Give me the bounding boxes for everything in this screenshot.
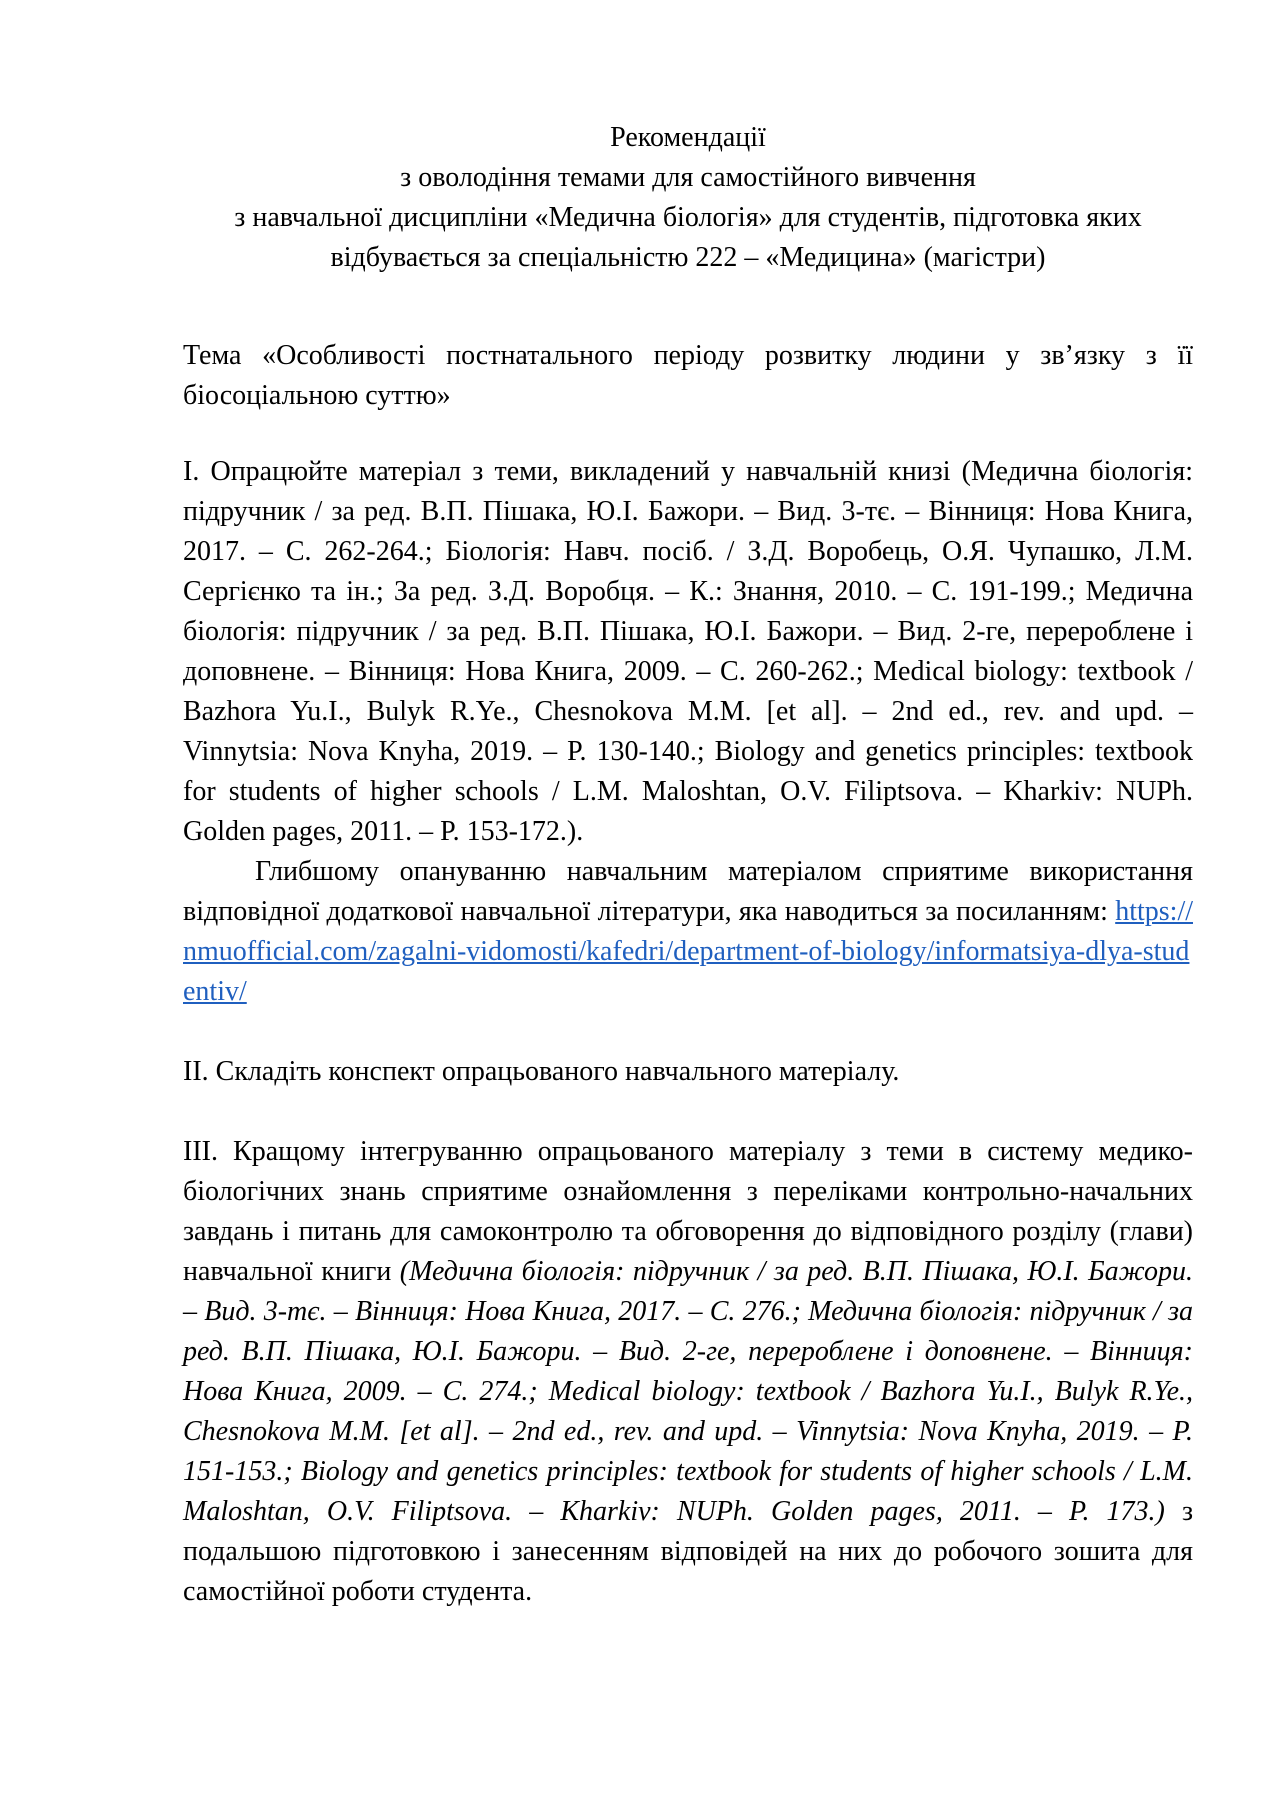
section-3-paragraph bbox=[183, 1132, 1193, 1612]
department-link[interactable]: https://nmuofficial.com/zagalni-vidomosti/kafedri/department-of-biology/informatsiya-dlya-studentiv/ bbox=[183, 896, 1193, 1007]
title-line-2: з оволодіння темами для самостійного вивчення bbox=[400, 162, 976, 193]
title-line-3: з навчальної дисципліни «Медична біологія» для студентів, підготовка яких bbox=[234, 202, 1142, 233]
topic-paragraph: Тема «Особливості постнатального періоду розвитку людини у зв’язку з її біосоціальною суттю» bbox=[183, 340, 1193, 411]
section-1-extra-paragraph bbox=[183, 852, 1193, 1012]
section-3-intro: ІІІ. Кращому інтегруванню опрацьованого матеріалу з теми в систему медико-біологічних знань сприятиме ознайомлення з переліками контрольно-начальних завдань і питань для самоконтролю та обговорення до відповідного розділу (глави) навчальної книги bbox=[183, 1136, 1193, 1287]
section-3-outro: з подальшою підготовкою і занесенням відповідей на них до робочого зошита для самостійної роботи студента. bbox=[183, 1496, 1194, 1607]
section-3-references: (Медична біологія: підручник / за ред. В.П. Пішака, Ю.І. Бажори. – Вид. 3-тє. – Вінниця: Нова Книга, 2017. – С. 276.; Медична біологія: підручник / за ред. В.П. Пішака, Ю.І. Бажори. – Вид. 2-ге, перероблене і доповнене. – Вінниця: Нова Книга, 2009. – С. 274.; Medical biology: textbook / Bazhora Yu.I., Bulyk R.Ye., Chesnokova M.M. [et al]. – 2nd ed., rev. and upd. – Vinnytsia: Nova Knyha, 2019. – P. 151-153.; Biology and genetics principles: textbook for students of higher schools / L.M. Maloshtan, O.V. Filiptsova. – Kharkiv: NUPh. Golden pages, 2011. – P. 173.) bbox=[183, 1256, 1193, 1527]
title-line-4: відбувається за спеціальністю 222 – «Медицина» (магістри) bbox=[330, 242, 1046, 273]
document-title bbox=[183, 118, 1193, 278]
title-line-1: Рекомендації bbox=[610, 122, 766, 153]
document-page bbox=[183, 118, 1193, 1612]
extra-literature-text: Глибшому опануванню навчальним матеріалом сприятиме використання відповідної додаткової навчальної літератури, яка наводиться за посиланням: bbox=[183, 856, 1193, 927]
section-2-paragraph: ІІ. Складіть конспект опрацьованого навчального матеріалу. bbox=[183, 1056, 900, 1087]
section-1-paragraph: І. Опрацюйте матеріал з теми, викладений у навчальній книзі (Медична біологія: підручник / за ред. В.П. Пішака, Ю.І. Бажори. – Вид. 3-тє. – Вінниця: Нова Книга, 2017. – С. 262-264.; Біологія: Навч. посіб. / З.Д. Воробець, О.Я. Чупашко, Л.М. Сергієнко та ін.; За ред. З.Д. Воробця. – К.: Знання, 2010. – С. 191-199.; Медична біологія: підручник / за ред. В.П. Пішака, Ю.І. Бажори. – Вид. 2-ге, перероблене і доповнене. – Вінниця: Нова Книга, 2009. – С. 260-262.; Medical biology: textbook / Bazhora Yu.I., Bulyk R.Ye., Chesnokova M.M. [et al]. – 2nd ed., rev. and upd. – Vinnytsia: Nova Knyha, 2019. – P. 130-140.; Biology and genetics principles: textbook for students of higher schools / L.M. Maloshtan, O.V. Filiptsova. – Kharkiv: NUPh. Golden pages, 2011. – P. 153-172.). bbox=[183, 456, 1193, 847]
